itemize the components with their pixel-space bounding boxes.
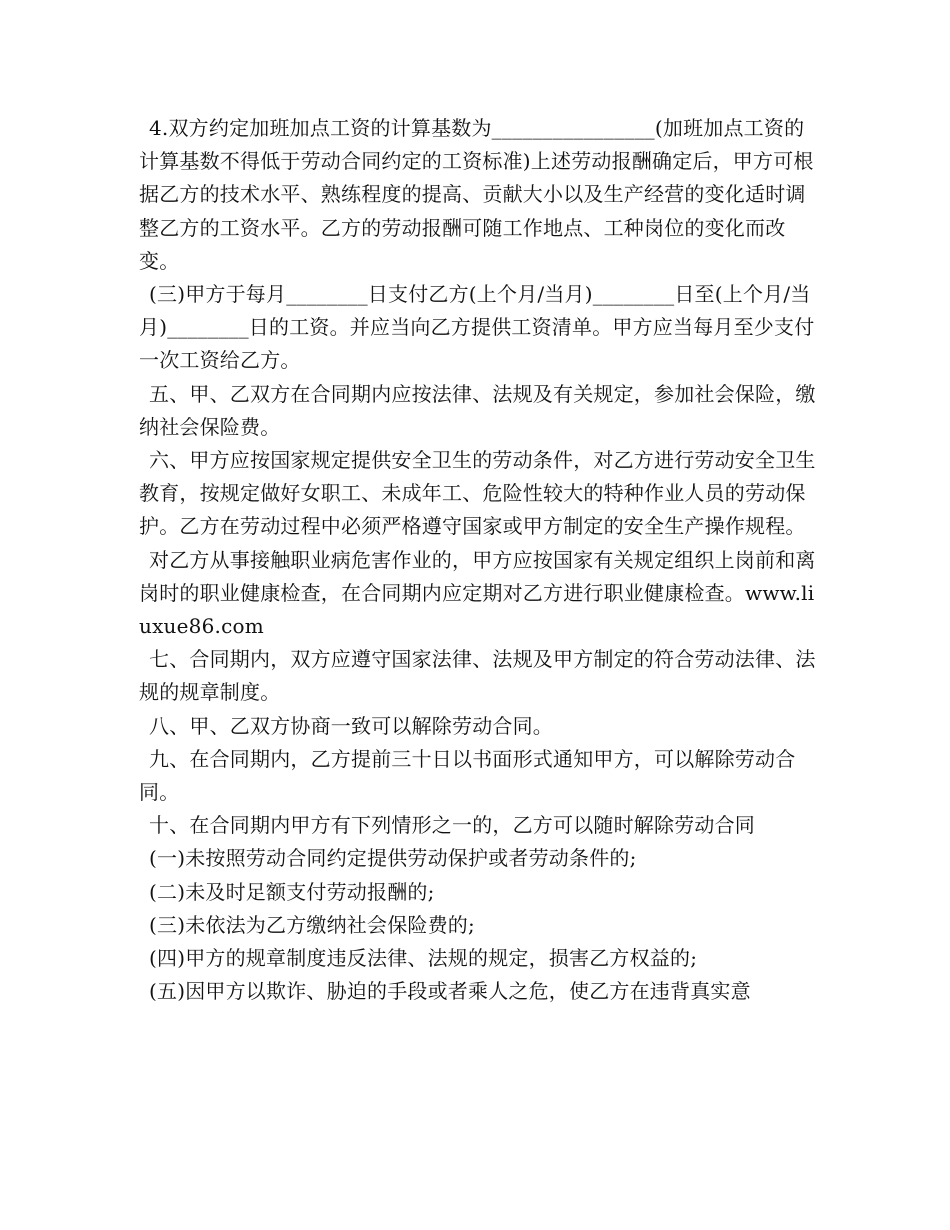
paragraph-occupational-health: 对乙方从事接触职业病危害作业的，甲方应按国家有关规定组织上岗前和离岗时的职业健康检查，在合同期内应定期对乙方进行职业健康检查。www.liuxue86.com xyxy=(139,547,816,639)
list-item-4: (四)甲方的规章制度违反法律、法规的规定，损害乙方权益的; xyxy=(149,946,698,971)
document-body xyxy=(139,112,819,1008)
list-item-3: (三)未依法为乙方缴纳社会保险费的; xyxy=(149,912,475,937)
paragraph-mutual-termination: 八、甲、乙双方协商一致可以解除劳动合同。 xyxy=(149,713,553,738)
paragraph-overtime-base: 4.双方约定加班加点工资的计算基数为________________(加班加点工资的计算基数不得低于劳动合同约定的工资标准)上述劳动报酬确定后，甲方可根据乙方的技术水平、熟练程度的提高、贡献大小以及生产经营的变化适时调整乙方的工资水平。乙方的劳动报酬可随工作地点、工种岗位的变化而改变。 xyxy=(139,116,814,273)
paragraph-rules: 七、合同期内，双方应遵守国家法律、法规及甲方制定的符合劳动法律、法规的规章制度。 xyxy=(139,647,816,705)
paragraph-immediate-termination: 十、在合同期内甲方有下列情形之一的，乙方可以随时解除劳动合同 xyxy=(149,813,755,838)
paragraph-pay-date: (三)甲方于每月________日支付乙方(上个月/当月)________日至(上个月/当月)________日的工资。并应当向乙方提供工资清单。甲方应当每月至少支付一次工资给乙方。 xyxy=(139,282,815,373)
list-item-1: (一)未按照劳动合同约定提供劳动保护或者劳动条件的; xyxy=(149,846,637,871)
paragraph-safety: 六、甲方应按国家规定提供安全卫生的劳动条件，对乙方进行劳动安全卫生教育，按规定做好女职工、未成年工、危险性较大的特种作业人员的劳动保护。乙方在劳动过程中必须严格遵守国家或甲方制定的安全生产操作规程。 xyxy=(139,448,816,539)
list-item-5: (五)因甲方以欺诈、胁迫的手段或者乘人之危，使乙方在违背真实意 xyxy=(149,979,751,1004)
list-item-2: (二)未及时足额支付劳动报酬的; xyxy=(149,879,435,904)
paragraph-social-insurance: 五、甲、乙双方在合同期内应按法律、法规及有关规定，参加社会保险，缴纳社会保险费。 xyxy=(139,381,816,439)
paragraph-notice-termination: 九、在合同期内，乙方提前三十日以书面形式通知甲方，可以解除劳动合同。 xyxy=(139,746,796,805)
